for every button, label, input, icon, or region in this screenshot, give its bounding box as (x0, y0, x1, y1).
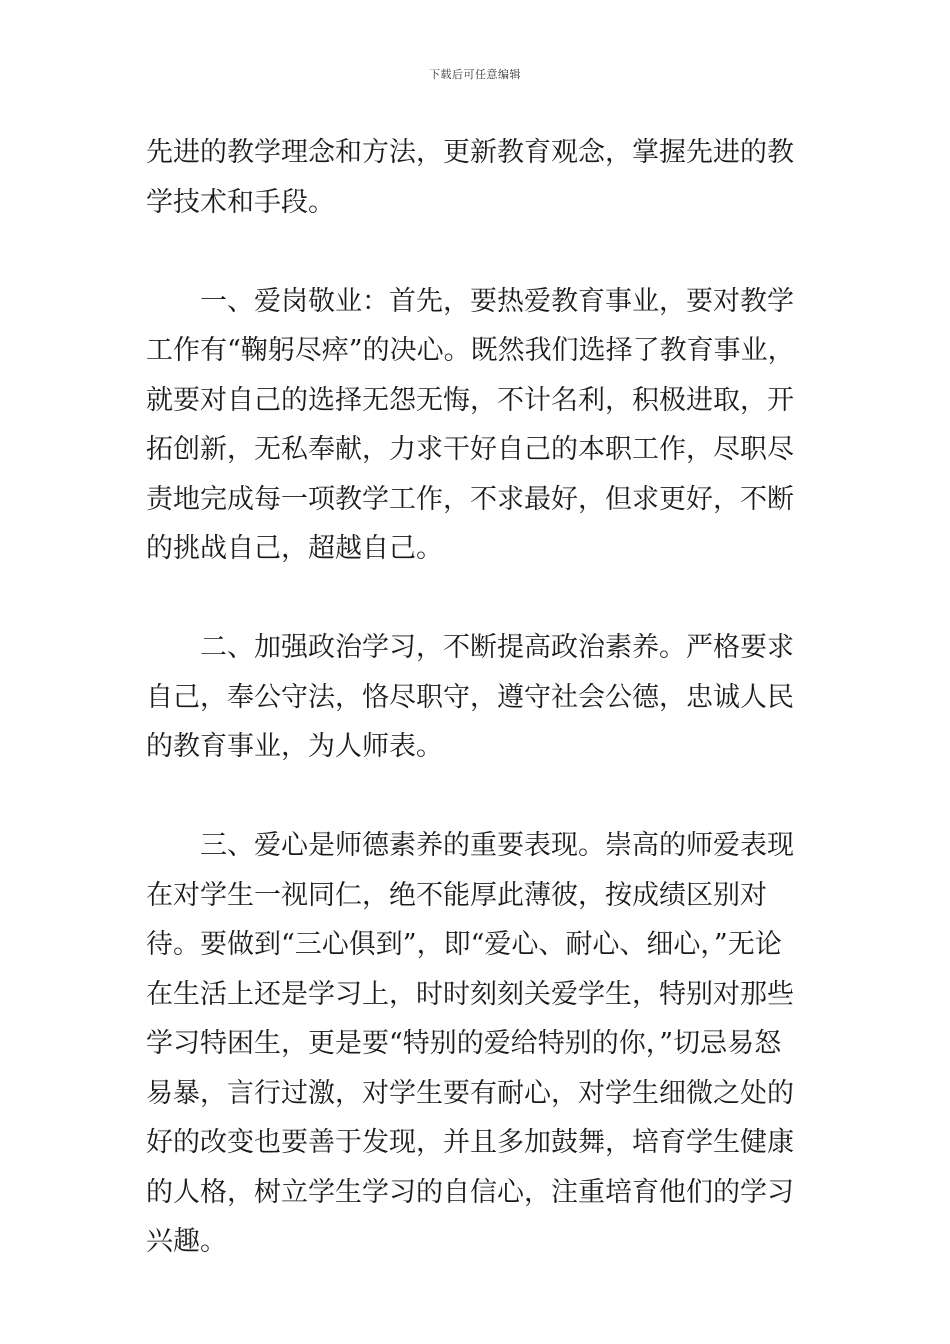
paragraph-spacer (146, 227, 806, 277)
paragraph-political-study: 二、加强政治学习，不断提高政治素养。严格要求自己，奉公守法，恪尽职守，遵守社会公德，忠诚人民的教育事业，为人师表。 (146, 632, 794, 762)
document-body (146, 128, 806, 1267)
paragraph-spacer (146, 772, 806, 822)
page-header-note: 下载后可任意编辑 (429, 68, 521, 81)
paragraph-spacer (146, 574, 806, 624)
paragraph-continuation: 先进的教学理念和方法，更新教育观念，掌握先进的教学技术和手段。 (146, 137, 794, 218)
paragraph-dedication: 一、爱岗敬业：首先，要热爱教育事业，要对教学工作有“鞠躬尽瘁”的决心。既然我们选择了教育事业，就要对自己的选择无怨无悔，不计名利，积极进取，开拓创新，无私奉献，力求干好自己的本职工作，尽职尽责地完成每一项教学工作，不求最好，但求更好，不断的挑战自己，超越自己。 (146, 285, 795, 564)
paragraph-love-for-students: 三、爱心是师德素养的重要表现。崇高的师爱表现在对学生一视同仁，绝不能厚此薄彼，按成绩区别对待。要做到“三心俱到”，即“爱心、耐心、细心，”无论在生活上还是学习上，时时刻刻关爱学生，特别对那些学习特困生，更是要“特别的爱给特别的你，”切忌易怒易暴，言行过激，对学生要有耐心，对学生细微之处的好的改变也要善于发现，并且多加鼓舞，培育学生健康的人格，树立学生学习的自信心，注重培育他们的学习兴趣。 (146, 830, 794, 1257)
